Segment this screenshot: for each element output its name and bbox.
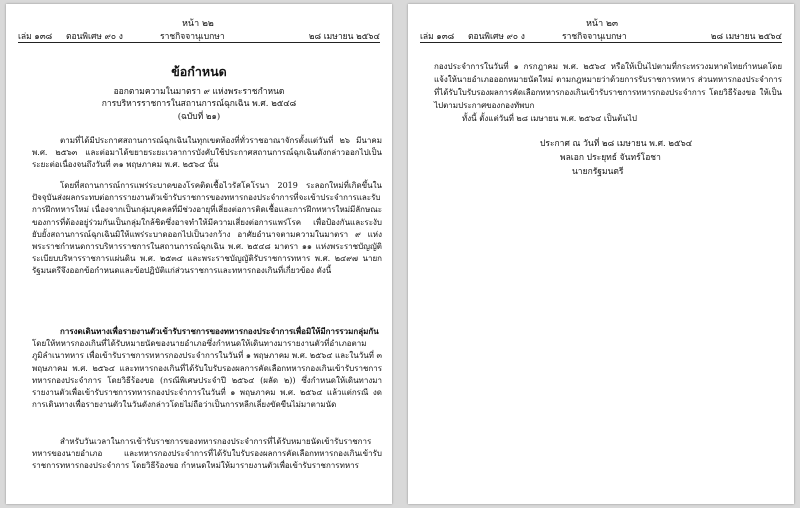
- paragraph-reasons: [32, 180, 382, 278]
- page-header: [408, 4, 794, 44]
- clause-heading: การงดเดินทางเพื่อรายงานตัวเข้ารับราชการของทหารกองประจำการเพื่อมิให้มีการรวมกลุ่มกัน: [60, 326, 379, 336]
- header-gazette-name: ราชกิจจานุเบกษา: [160, 32, 225, 42]
- signer-name: พลเอก ประยุทธ์ จันทร์โอชา: [560, 153, 661, 163]
- header-date: ๒๘ เมษายน ๒๕๖๔: [308, 32, 380, 42]
- header-volume: เล่ม ๑๓๘: [420, 32, 455, 42]
- header-rule: [18, 42, 380, 43]
- page-number: หน้า ๒๒: [182, 19, 214, 29]
- paragraph-text: กองประจำการในวันที่ ๑ กรกฎาคม พ.ศ. ๒๕๖๔ หรือให้เป็นไปตามที่กระทรวงมหาดไทยกำหนดโดยแจ้งให้นายอำเภอออกหมายนัดใหม่ ตามกฎหมายว่าด้วยการรับราชการทหาร ส่วนทหารกองประจำการที่ได้รับใบรับรองผลการคัดเลือกทหารกองเกินเข้ารับราชการทหารกองประจำการ โดยวิธีร้องขอ ให้เป็นไปตามประกาศของกองทัพบก: [434, 62, 782, 110]
- clause-body: โดยให้ทหารกองเกินที่ได้รับหมายนัดของนายอำเภอซึ่งกำหนดให้เดินทางมารายงานตัวที่อำเภอตามภูมิลำเนาทหาร เพื่อเข้ารับราชการทหารกองประจำการในวันที่ ๑ พฤษภาคม พ.ศ. ๒๕๖๔ และในวันที่ ๓ พฤษภาคม พ.ศ. ๒๕๖๔ และทหารกองเกินที่ได้รับใบรับรองผลการคัดเลือกทหารกองเกินเข้ารับราชการทหารกองประจำการ โดยวิธีร้องขอ (กรณีพิเศษประจำปี ๒๕๖๔ (ผลัด ๒)) ซึ่งกำหนดให้เดินทางมารายงานตัวเพื่อเข้ารับราชการทหารกองประจำการในวันที่ ๑ พฤษภาคม พ.ศ. ๒๕๖๔ แล้วแต่กรณี งดการเดินทางเพื่อรายงานตัวในวันดังกล่าวโดยไม่ถือว่าเป็นการหลีกเลี่ยงขัดขืนไม่มาตามนัด: [32, 339, 382, 410]
- header-special-issue: ตอนพิเศษ ๙๐ ง: [468, 32, 525, 42]
- document-issue-number: (ฉบับที่ ๒๑): [177, 112, 221, 122]
- page-number: หน้า ๒๓: [586, 19, 619, 29]
- header-row: [420, 29, 782, 40]
- paragraph-clause-1: [32, 325, 382, 411]
- header-row: [18, 29, 380, 40]
- header-rule: [420, 42, 782, 43]
- paragraph-text: สำหรับวันเวลาในการเข้ารับราชการของทหารกองประจำการที่ได้รับหมายนัดเข้ารับราชการทหารของนายอำเภอ และทหารกองประจำการที่ได้รับใบรับรองผลการคัดเลือกทหารกองเกินเข้ารับราชการทหารกองประจำการ โดยวิธีร้องขอ กำหนดใหม่ให้มารายงานตัวเพื่อเข้ารับราชการทหาร: [32, 437, 382, 471]
- continued-text: [434, 60, 782, 125]
- gazette-page-right: [408, 4, 794, 504]
- header-gazette-name: ราชกิจจานุเบกษา: [562, 32, 627, 42]
- paragraph-clause: [32, 325, 382, 411]
- effective-date-text: ทั้งนี้ ตั้งแต่วันที่ ๒๘ เมษายน พ.ศ. ๒๕๖๔ เป็นต้นไป: [462, 114, 637, 123]
- paragraph-preamble: [32, 135, 382, 172]
- gazette-page-left: [6, 4, 392, 504]
- paragraph-clause-2: [32, 436, 382, 473]
- paragraph-text: โดยที่สถานการณ์การแพร่ระบาดของโรคติดเชื้อไวรัสโคโรนา 2019 ระลอกใหม่ที่เกิดขึ้นในปัจจุบันส่งผลกระทบต่อการรายงานตัวเข้ารับราชการของทหารกองประจำการที่จะเข้าประจำการและรับการฝึกทหารใหม่ เนื่องจากเป็นกลุ่มบุคคลที่มีช่วงอายุที่เสี่ยงต่อการติดเชื้อและการฝึกทหารใหม่มีลักษณะของการที่ต้องอยู่ร่วมกันเป็นกลุ่มใกล้ชิดซึ่งอาจทำให้มีความเสี่ยงต่อการแพร่โรค เพื่อป้องกันและระงับยับยั้งสถานการณ์ฉุกเฉินมิให้แพร่ระบาดออกไปเป็นวงกว้าง อาศัยอำนาจตามความในมาตรา ๙ แห่งพระราชกำหนดการบริหารราชการในสถานการณ์ฉุกเฉิน พ.ศ. ๒๕๔๘ มาตรา ๑๑ แห่งพระราชบัญญัติระเบียบบริหารราชการแผ่นดิน พ.ศ. ๒๕๓๔ และพระราชบัญญัติรับราชการทหาร พ.ศ. ๒๔๙๗ นายกรัฐมนตรีจึงออกข้อกำหนดและข้อปฏิบัติแก่ส่วนราชการและทหารกองเกินที่เกี่ยวข้อง ดังนี้: [32, 181, 382, 276]
- header-date: ๒๘ เมษายน ๒๕๖๔: [710, 32, 782, 42]
- header-special-issue: ตอนพิเศษ ๙๐ ง: [66, 32, 123, 42]
- document-subtitle-1: ออกตามความในมาตรา ๙ แห่งพระราชกำหนด: [113, 87, 285, 97]
- header-volume: เล่ม ๑๓๘: [18, 32, 53, 42]
- paragraph-text: ตามที่ได้มีประกาศสถานการณ์ฉุกเฉินในทุกเขตท้องที่ทั่วราชอาณาจักรตั้งแต่วันที่ ๒๖ มีนาคม พ.ศ. ๒๕๖๓ และต่อมาได้ขยายระยะเวลาการบังคับใช้ประกาศสถานการณ์ฉุกเฉินดังกล่าวออกไปเป็นระยะต่อเนื่องจนถึงวันที่ ๓๑ พฤษภาคม พ.ศ. ๒๕๖๔ นั้น: [32, 136, 382, 170]
- signer-title: นายกรัฐมนตรี: [572, 167, 624, 177]
- document-title: ข้อกำหนด: [171, 64, 227, 79]
- document-subtitle-2: การบริหารราชการในสถานการณ์ฉุกเฉิน พ.ศ. ๒๕๔๘: [101, 99, 297, 109]
- page-header: [6, 4, 392, 44]
- signature-date: ประกาศ ณ วันที่ ๒๘ เมษายน พ.ศ. ๒๕๖๔: [540, 139, 693, 149]
